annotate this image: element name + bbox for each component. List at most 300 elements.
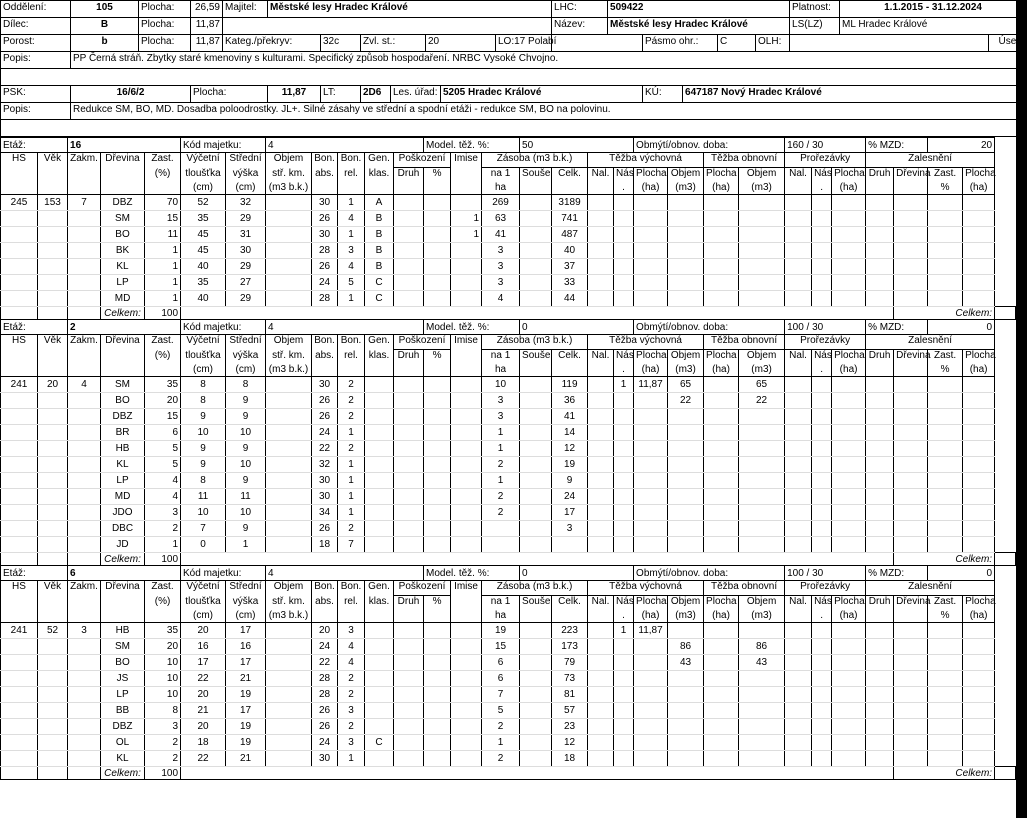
imise-value (451, 243, 482, 259)
column-header-row (1, 182, 1016, 195)
blank-cell (894, 377, 928, 393)
column-header-row (1, 153, 1016, 168)
oddeleni-value: 105 (71, 1, 139, 18)
blank-cell (894, 671, 928, 687)
blank-cell (38, 521, 68, 537)
zast-value: 11 (145, 227, 181, 243)
drevina-value: BO (101, 655, 145, 671)
etaz-value: 6 (68, 566, 181, 581)
vycetni-value: 20 (181, 623, 226, 639)
gen-value (365, 671, 394, 687)
obmyti-label: Obmýtí/obnov. doba: (634, 320, 785, 335)
tv-nas-value (614, 425, 634, 441)
table-row (1, 291, 1016, 307)
blank-cell (38, 457, 68, 473)
nas-dot: . (812, 610, 832, 623)
blank-cell (785, 227, 812, 243)
blank-cell (812, 703, 832, 719)
pct-value (424, 655, 451, 671)
pct-header: % (424, 350, 451, 365)
objem-value (266, 409, 312, 425)
nazev-label: Název: (552, 18, 608, 35)
column-header-row (1, 581, 1016, 596)
imise-value (451, 195, 482, 211)
to-objem-value (739, 227, 785, 243)
pct-value (424, 719, 451, 735)
total-row (1, 767, 1016, 780)
blank-cell (552, 182, 588, 195)
nas-header: Nás (614, 596, 634, 611)
imise-value (451, 671, 482, 687)
vycetni-unit: (cm) (181, 182, 226, 195)
table-row (1, 393, 1016, 409)
m3-unit: (m3) (668, 364, 704, 377)
stredni-value: 27 (226, 275, 266, 291)
celk-value: 33 (552, 275, 588, 291)
objem-value (266, 195, 312, 211)
blank-cell (68, 425, 101, 441)
tv-nas-value (614, 489, 634, 505)
druh-header: Druh (394, 596, 424, 611)
blank-cell (894, 751, 928, 767)
model-label: Model. těž. %: (424, 320, 520, 335)
etaz-row (1, 138, 1016, 153)
vycetni-sub: tloušťka (181, 168, 226, 183)
blank-cell (68, 393, 101, 409)
tv-objem-value (668, 441, 704, 457)
blank-cell (68, 703, 101, 719)
to-plocha-value (704, 623, 739, 639)
tv-objem-value (668, 425, 704, 441)
hs-header: HS (1, 153, 38, 168)
tv-plocha-value (634, 195, 668, 211)
blank-cell (312, 364, 338, 377)
blank-cell (68, 473, 101, 489)
souse-value (520, 505, 552, 521)
popis-label: Popis: (1, 52, 71, 69)
gen-value: A (365, 195, 394, 211)
blank-cell (894, 275, 928, 291)
blank-cell (1, 671, 38, 687)
nas-header: Nás (614, 350, 634, 365)
tv-objem-value (668, 521, 704, 537)
souse-value (520, 489, 552, 505)
imise-value (451, 537, 482, 553)
zast-value: 3 (145, 719, 181, 735)
blank-cell (38, 243, 68, 259)
to-plocha-value (704, 537, 739, 553)
blank-cell (832, 377, 866, 393)
tv-nal-value (588, 275, 614, 291)
pct-value (424, 227, 451, 243)
blank-cell (894, 425, 928, 441)
zast-value: 1 (145, 259, 181, 275)
blank-cell (451, 168, 482, 183)
blank-cell (963, 409, 995, 425)
vycetni-value: 11 (181, 489, 226, 505)
to-plocha-value (704, 457, 739, 473)
blank-cell (68, 751, 101, 767)
platnost-value: 1.1.2015 - 31.12.2024 (840, 1, 1027, 18)
tv-nal-value (588, 703, 614, 719)
column-header-row (1, 596, 1016, 611)
na1ha-value: 2 (482, 751, 520, 767)
ha-unit: (ha) (634, 182, 668, 195)
na1ha-header: na 1 (482, 168, 520, 183)
zalesneni-header: Zalesnění (866, 335, 995, 350)
druh-value (394, 703, 424, 719)
objem-header: Objem (266, 335, 312, 350)
blank-cell (894, 195, 928, 211)
kateg-value: 32c (321, 35, 361, 52)
celk-value: 119 (552, 377, 588, 393)
etaz-row (1, 566, 1016, 581)
to-objem-value (739, 457, 785, 473)
objem-value (266, 751, 312, 767)
druh-header: Druh (866, 168, 894, 183)
tezba-vychovna-header: Těžba výchovná (588, 335, 704, 350)
bon-abs-value: 26 (312, 719, 338, 735)
zast-value: 4 (145, 489, 181, 505)
blank-cell (928, 275, 963, 291)
objem-value (266, 719, 312, 735)
bon-rel-value: 1 (338, 505, 365, 521)
tv-plocha-value (634, 671, 668, 687)
blank-cell (1, 393, 38, 409)
blank-cell (1, 457, 38, 473)
blank-cell (38, 364, 68, 377)
celk-value (552, 537, 588, 553)
imise-value (451, 291, 482, 307)
blank-cell (38, 259, 68, 275)
model-label: Model. těž. %: (424, 138, 520, 153)
objem-value (266, 623, 312, 639)
tv-objem-value (668, 457, 704, 473)
to-plocha-value (704, 227, 739, 243)
tv-nal-value (588, 735, 614, 751)
bon-rel-value: 4 (338, 211, 365, 227)
to-plocha-value (704, 521, 739, 537)
plocha-header: Plocha (634, 350, 668, 365)
blank-cell (866, 425, 894, 441)
bon-rel-header: Bon. (338, 581, 365, 596)
zvl-value: 20 (426, 35, 496, 52)
blank-cell (963, 275, 995, 291)
blank-cell (928, 623, 963, 639)
blank-cell (928, 243, 963, 259)
blank-cell (785, 751, 812, 767)
stredni-value: 29 (226, 259, 266, 275)
to-objem-value (739, 521, 785, 537)
tv-nal-value (588, 623, 614, 639)
tv-nal-value (588, 259, 614, 275)
objem-value (266, 377, 312, 393)
table-row (1, 195, 1016, 211)
vycetni-value: 22 (181, 671, 226, 687)
souse-value (520, 275, 552, 291)
bon-abs-value: 28 (312, 243, 338, 259)
drevina-value: OL (101, 735, 145, 751)
tv-objem-value (668, 243, 704, 259)
blank-cell (866, 489, 894, 505)
blank-cell (38, 751, 68, 767)
blank-cell (38, 671, 68, 687)
blank-cell (832, 505, 866, 521)
souse-value (520, 227, 552, 243)
nas-header: Nás (812, 596, 832, 611)
blank-cell (785, 211, 812, 227)
blank-cell (812, 211, 832, 227)
zasoba-header: Zásoba (m3 b.k.) (482, 153, 588, 168)
lo-value: 17 Polabí (514, 36, 557, 47)
pct-value (424, 623, 451, 639)
tv-nal-value (588, 227, 614, 243)
tv-nas-value (614, 505, 634, 521)
blank-cell (1, 703, 38, 719)
blank-cell (552, 610, 588, 623)
druh-value (394, 623, 424, 639)
bon-abs-value: 28 (312, 291, 338, 307)
zalesneni-header: Zalesnění (866, 581, 995, 596)
kod-value: 4 (266, 320, 424, 335)
objem-unit: (m3 b.k.) (266, 364, 312, 377)
zakm-header: Zakm. (68, 153, 101, 168)
blank-cell (894, 610, 928, 623)
blank-cell (894, 409, 928, 425)
bon-abs-value: 26 (312, 211, 338, 227)
imise-header: Imise (451, 581, 482, 596)
bon-rel-value: 7 (338, 537, 365, 553)
to-objem-value (739, 537, 785, 553)
blank-cell (38, 409, 68, 425)
objem-value (266, 505, 312, 521)
blank-cell (832, 259, 866, 275)
blank-cell (963, 243, 995, 259)
blank-cell (894, 489, 928, 505)
pct-value (424, 687, 451, 703)
blank-cell (928, 441, 963, 457)
blank-cell (832, 409, 866, 425)
blank-cell (68, 655, 101, 671)
zast-value: 1 (145, 291, 181, 307)
bon-abs-value: 26 (312, 703, 338, 719)
zast-value: 35 (145, 623, 181, 639)
table-row (1, 227, 1016, 243)
zast-value: 5 (145, 457, 181, 473)
nas-header: Nás (812, 350, 832, 365)
drevina-value: JS (101, 671, 145, 687)
gen-value: C (365, 735, 394, 751)
objem-value (266, 259, 312, 275)
blank-cell (68, 521, 101, 537)
vycetni-sub: tloušťka (181, 350, 226, 365)
lhc-label: LHC: (552, 1, 608, 18)
vek-header: Věk (38, 153, 68, 168)
blank-cell (894, 719, 928, 735)
na1ha-value: 63 (482, 211, 520, 227)
table-row (1, 719, 1016, 735)
table-row (1, 735, 1016, 751)
druh-value (394, 639, 424, 655)
to-objem-value (739, 441, 785, 457)
blank-cell (866, 610, 894, 623)
gen-value (365, 505, 394, 521)
blank-cell (866, 735, 894, 751)
blank-cell (866, 441, 894, 457)
gen-header: Gen. (365, 153, 394, 168)
stredni-header: Střední (226, 153, 266, 168)
gen-value (365, 623, 394, 639)
zasoba-header: Zásoba (m3 b.k.) (482, 335, 588, 350)
stredni-value: 17 (226, 623, 266, 639)
stredni-value: 29 (226, 211, 266, 227)
drevina-value: KL (101, 259, 145, 275)
blank-cell (424, 182, 451, 195)
na1ha-value: 2 (482, 505, 520, 521)
pct-header: % (424, 596, 451, 611)
celk-value: 37 (552, 259, 588, 275)
gen-value (365, 521, 394, 537)
blank-cell (928, 521, 963, 537)
bon-rel-value: 1 (338, 227, 365, 243)
blank-cell (588, 364, 614, 377)
table-row (1, 703, 1016, 719)
gen-value (365, 473, 394, 489)
objem-value (266, 639, 312, 655)
blank-cell (1, 610, 38, 623)
blank-cell (928, 259, 963, 275)
psk-label: PSK: (1, 86, 71, 103)
ha-unit: ha (482, 182, 520, 195)
imise-value (451, 687, 482, 703)
tv-nas-value (614, 195, 634, 211)
blank-cell (451, 364, 482, 377)
pct-value (424, 425, 451, 441)
bon-rel-header: Bon. (338, 335, 365, 350)
blank-cell (1, 537, 38, 553)
vycetni-value: 9 (181, 409, 226, 425)
obmyti-label: Obmýtí/obnov. doba: (634, 138, 785, 153)
blank-cell (68, 735, 101, 751)
blank-cell (68, 307, 101, 320)
gen-sub: klas. (365, 596, 394, 611)
imise-value (451, 275, 482, 291)
blank-cell (866, 393, 894, 409)
blank-cell (38, 767, 68, 780)
vycetni-value: 8 (181, 377, 226, 393)
objem-header: Objem (266, 153, 312, 168)
tv-nas-value (614, 735, 634, 751)
blank-cell (832, 623, 866, 639)
imise-header: Imise (451, 335, 482, 350)
to-plocha-value (704, 243, 739, 259)
blank-cell (101, 168, 145, 183)
blank-cell (866, 195, 894, 211)
to-plocha-value (704, 703, 739, 719)
souse-value (520, 719, 552, 735)
blank-cell (785, 275, 812, 291)
celkem-label: Celkem: (894, 553, 995, 566)
vycetni-value: 20 (181, 687, 226, 703)
na1ha-value (482, 537, 520, 553)
bon-rel-value: 1 (338, 489, 365, 505)
pct-value (424, 735, 451, 751)
blank-cell (832, 537, 866, 553)
kod-label: Kód majetku: (181, 138, 266, 153)
dilec-label: Dílec: (1, 18, 71, 35)
blank-cell (1, 687, 38, 703)
druh-value (394, 393, 424, 409)
zast-header: Zast. (145, 153, 181, 168)
blank-cell (588, 182, 614, 195)
celkem-label: Celkem: (101, 767, 145, 780)
souse-value (520, 211, 552, 227)
stredni-value: 19 (226, 735, 266, 751)
blank-cell (963, 441, 995, 457)
blank-cell (520, 182, 552, 195)
obmyti-value: 100 / 30 (785, 320, 866, 335)
table-row (1, 623, 1016, 639)
blank-cell (1, 275, 38, 291)
to-plocha-value (704, 505, 739, 521)
nal-header: Nal. (785, 596, 812, 611)
tv-nas-value (614, 409, 634, 425)
blank-cell (365, 364, 394, 377)
gen-sub: klas. (365, 350, 394, 365)
gen-value (365, 457, 394, 473)
imise-value (451, 703, 482, 719)
nas-dot: . (614, 182, 634, 195)
tv-nas-value (614, 655, 634, 671)
na1ha-value: 6 (482, 655, 520, 671)
blank-cell (1, 521, 38, 537)
zasoba-header: Zásoba (m3 b.k.) (482, 581, 588, 596)
bon-abs-value: 24 (312, 735, 338, 751)
tv-plocha-value (634, 211, 668, 227)
vycetni-value: 45 (181, 243, 226, 259)
nal-header: Nal. (588, 596, 614, 611)
blank-cell (145, 364, 181, 377)
zalesneni-header: Zalesnění (866, 153, 995, 168)
blank-cell (588, 610, 614, 623)
blank-cell (894, 537, 928, 553)
plocha-header: Plocha (704, 168, 739, 183)
poskozeni-header: Poškození (394, 581, 451, 596)
mzd-label: % MZD: (866, 138, 928, 153)
plocha-header: Plocha (704, 350, 739, 365)
ha-unit: (ha) (704, 364, 739, 377)
blank-cell (832, 211, 866, 227)
objem-header: Objem (668, 350, 704, 365)
column-header-row (1, 610, 1016, 623)
drevina-value: LP (101, 473, 145, 489)
blank-cell (38, 227, 68, 243)
blank-cell (520, 364, 552, 377)
model-label: Model. těž. %: (424, 566, 520, 581)
blank-cell (812, 639, 832, 655)
celk-value: 12 (552, 441, 588, 457)
celk-value: 57 (552, 703, 588, 719)
tv-nas-value (614, 521, 634, 537)
hs-value: 245 (1, 195, 38, 211)
table-row (1, 377, 1016, 393)
plocha-header: Plocha (963, 596, 995, 611)
bon-rel-value: 2 (338, 687, 365, 703)
pct-value (424, 489, 451, 505)
tv-objem-value (668, 735, 704, 751)
tv-nas-value (614, 457, 634, 473)
lo-cell (496, 35, 557, 52)
